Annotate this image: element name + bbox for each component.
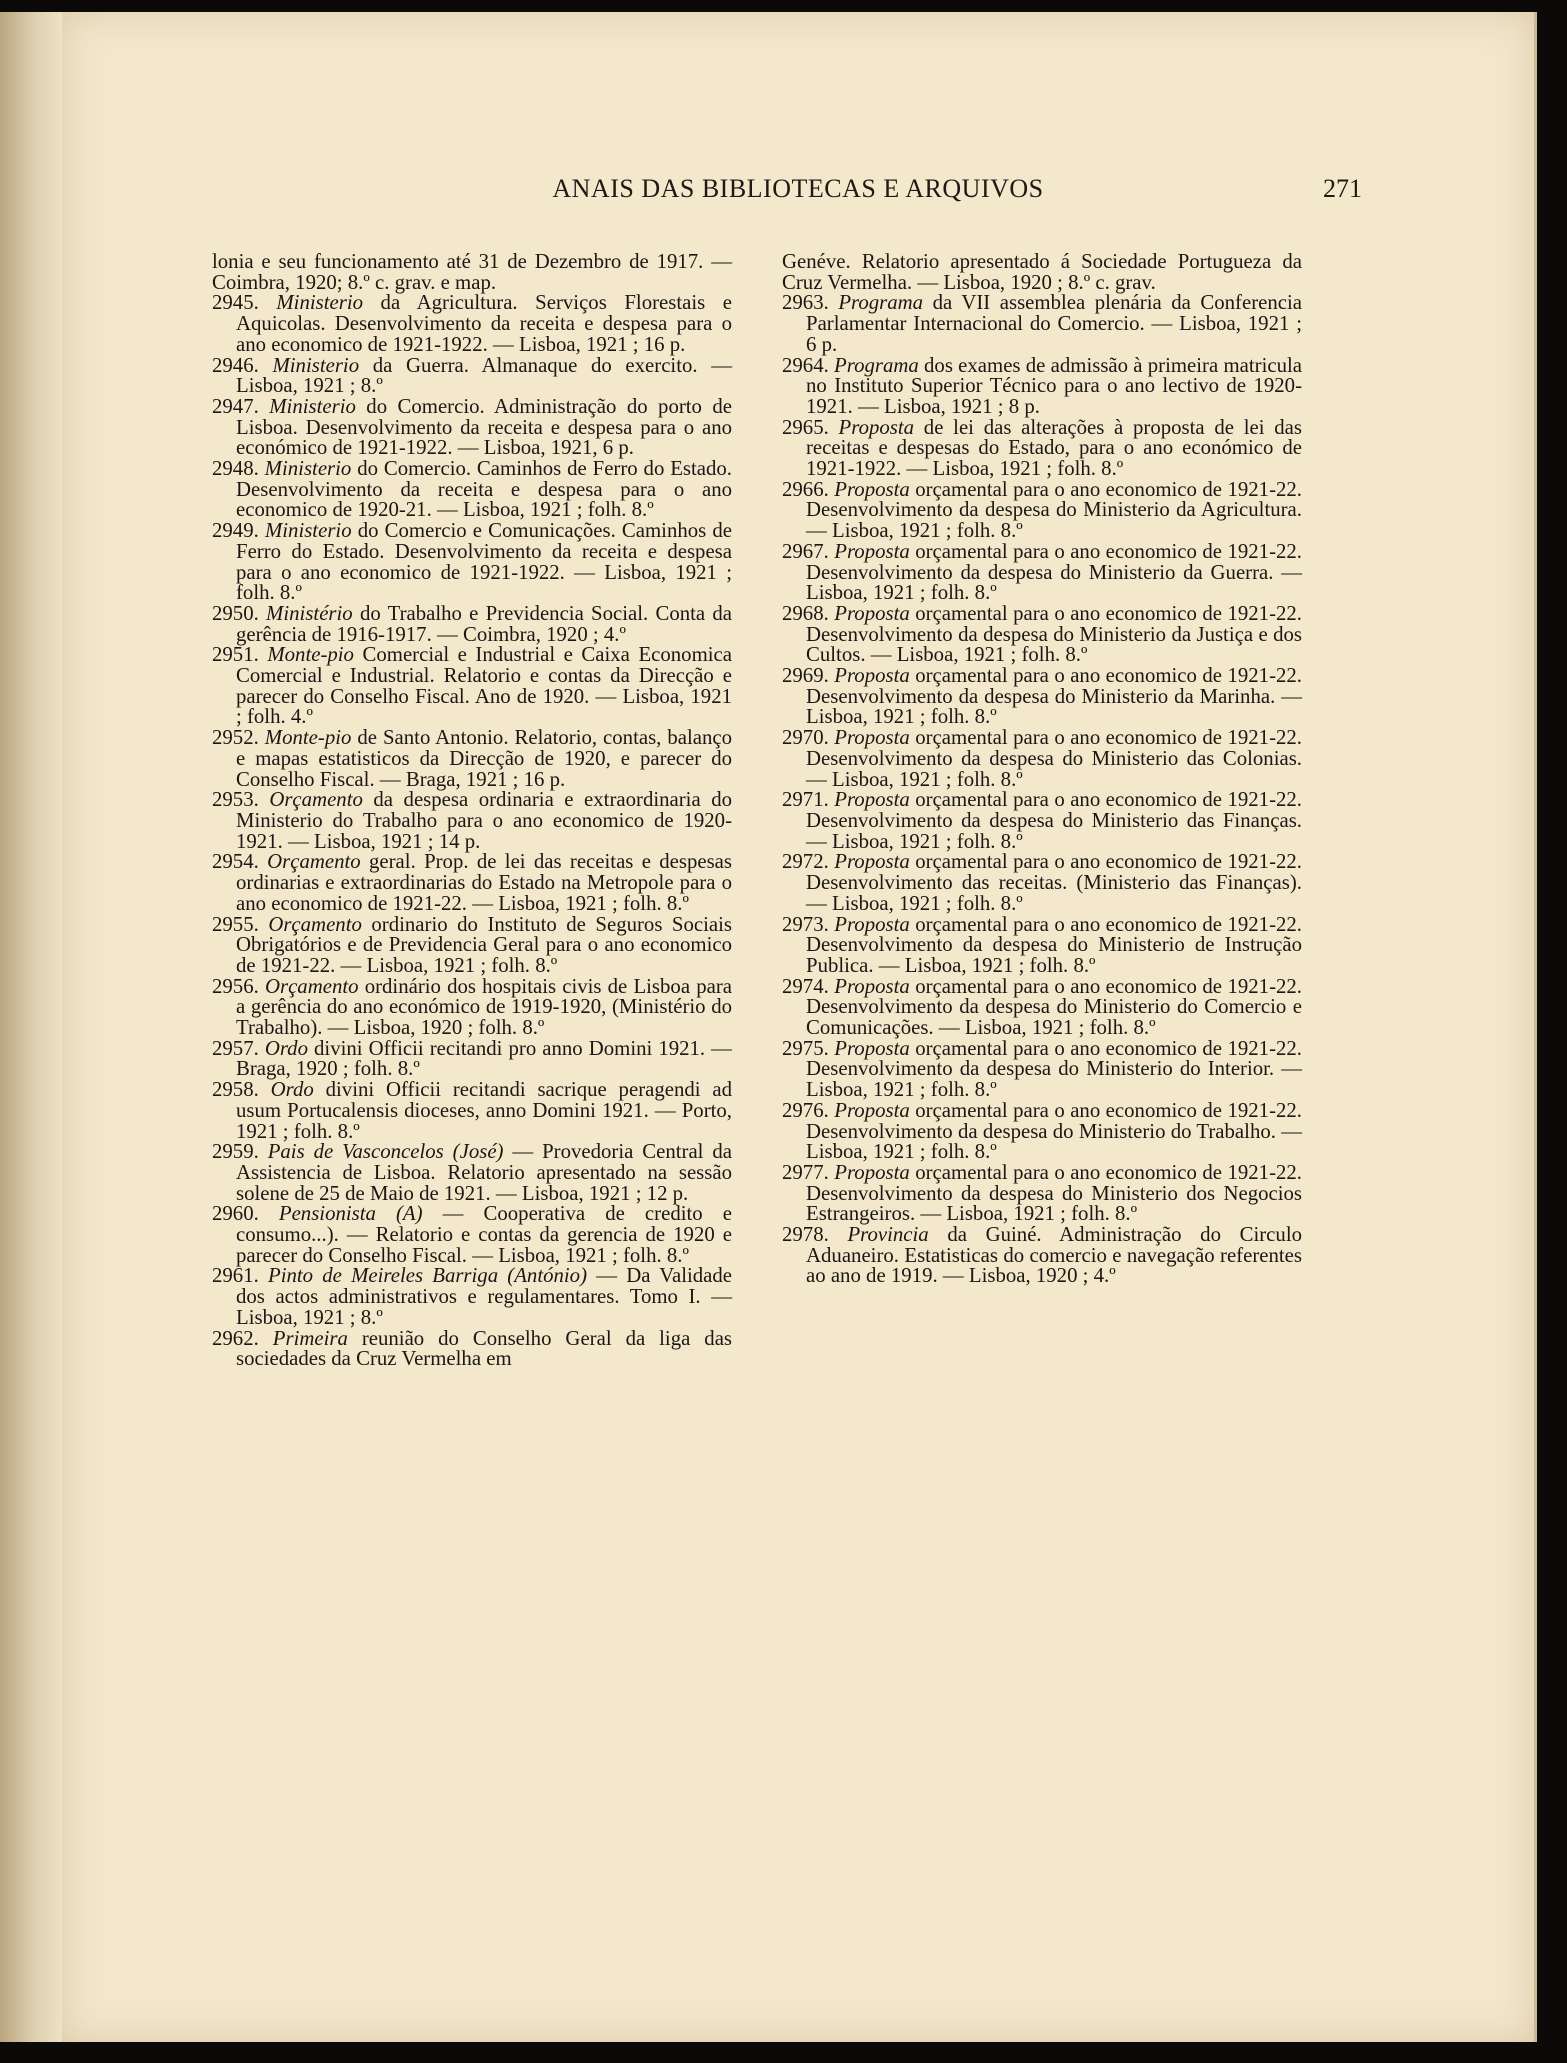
entry-text: orçamental para o ano economico de 1921-22. Desenvolvimento da despesa do Ministerio do Trabalho. — Lisboa, 1921 ; folh. 8.º xyxy=(806,1098,1302,1164)
entry-title: Proposta xyxy=(834,1160,910,1184)
bibliography-entry xyxy=(212,728,732,790)
entry-title: Pensionista (A) xyxy=(278,1202,423,1226)
entry-title: Ministerio xyxy=(276,291,363,315)
bibliography-entry xyxy=(782,601,1302,667)
entry-text: do Comercio e Comunicações. Caminhos de Ferro do Estado. Desenvolvimento da receita e despesa para o ano economico de 1921-1922. — Lisboa, 1921 ; folh. 8.º xyxy=(236,519,733,605)
entry-text: do Comercio. Administração do porto de Lisboa. Desenvolvimento da receita e despesa para o ano económico de 1921-1922. — Lisboa, 1921, 6 p. xyxy=(236,394,732,460)
entry-number: 2970. xyxy=(782,726,829,750)
entry-number: 2945. xyxy=(212,291,259,315)
bibliography-entry xyxy=(782,974,1302,1040)
bibliography-entry xyxy=(782,666,1302,728)
bibliography-entry xyxy=(782,293,1302,355)
entry-number: 2951. xyxy=(212,643,259,667)
entry-number: 2973. xyxy=(782,912,829,936)
bibliography-entry xyxy=(212,601,733,646)
bibliography-entry xyxy=(782,912,1302,977)
entry-text: dos exames de admissão à primeira matricula no Instituto Superior Técnico para o ano lectivo de 1920-1921. — Lisboa, 1921 ; 8 p. xyxy=(806,353,1302,418)
entry-title: Programa xyxy=(834,353,919,377)
entry-title: Ministerio xyxy=(264,519,352,543)
entry-number: 2955. xyxy=(212,912,259,936)
entry-title: Proposta xyxy=(834,974,910,998)
entry-title: Pais de Vasconcelos (José) xyxy=(267,1140,504,1164)
entry-title: Ministerio xyxy=(264,457,352,481)
entry-text: orçamental para o ano economico de 1921-22. Desenvolvimento da despesa do Ministerio da Agricultura. — Lisboa, 1921 ; folh. 8.º xyxy=(806,477,1302,543)
bibliography-entry xyxy=(212,1266,732,1328)
entry-number: 2959. xyxy=(212,1140,259,1164)
entry-title: Proposta xyxy=(834,1036,910,1060)
entry-title: Proposta xyxy=(834,601,910,625)
entry-title: Proposta xyxy=(838,415,915,439)
bibliography-entry xyxy=(212,852,732,914)
bibliography-entry xyxy=(212,1036,732,1081)
entry-title: Ordo xyxy=(270,1078,314,1102)
entry-number: 2977. xyxy=(782,1160,829,1184)
bibliography-entry xyxy=(212,252,732,293)
entry-text: — Cooperativa de credito e consumo...). — Relatorio e contas da gerencia de 1920 e parecer do Conselho Fiscal. — Lisboa, 1921 ; folh. 8.º xyxy=(236,1202,732,1267)
bibliography-entry xyxy=(212,1142,732,1204)
entry-number: 2957. xyxy=(212,1036,259,1060)
bibliography-entry xyxy=(782,1098,1302,1164)
book-page xyxy=(62,12,1537,2042)
entry-title: Orçamento xyxy=(268,912,362,936)
entry-title: Pinto de Meireles Barriga (António) xyxy=(268,1264,587,1288)
entry-text: orçamental para o ano economico de 1921-22. Desenvolvimento das receitas. (Ministerio das Finanças). — Lisboa, 1921 ; folh. 8.º xyxy=(806,850,1302,915)
entry-title: Ordo xyxy=(264,1036,308,1060)
bibliography-entry xyxy=(212,394,732,460)
entry-text: Comercial e Industrial e Caixa Economica Comercial e Industrial. Relatorio e contas da Direcção e parecer do Conselho Fiscal. Ano de 1920. — Lisboa, 1921 ; folh. 4.º xyxy=(236,643,732,729)
entry-title: Orçamento xyxy=(264,974,359,998)
entry-title: Proposta xyxy=(834,788,910,812)
entry-title: Monte-pio xyxy=(264,726,352,750)
bibliography-entry xyxy=(782,1225,1302,1287)
entry-title: Orçamento xyxy=(267,850,361,874)
entry-number: 2958. xyxy=(212,1078,259,1102)
entry-number: 2965. xyxy=(782,415,829,439)
entry-title: Proposta xyxy=(834,477,910,501)
entry-text: orçamental para o ano economico de 1921-22. Desenvolvimento da despesa do Ministerio das Finanças. — Lisboa, 1921 ; folh. 8.º xyxy=(806,788,1302,853)
entry-text: da Guerra. Almanaque do exercito. — Lisboa, 1921 ; 8.º xyxy=(236,353,733,398)
entry-text: ordinário dos hospitais civis de Lisboa para a gerência do ano económico de 1919-1920, (Ministério do Trabalho). — Lisboa, 1920 ; folh. 8.º xyxy=(236,974,732,1040)
bibliography-entry xyxy=(782,790,1302,852)
entry-number: 2956. xyxy=(212,974,259,998)
entry-number: 2967. xyxy=(782,539,829,563)
entry-text: orçamental para o ano economico de 1921-22. Desenvolvimento da despesa do Ministerio do Interior. — Lisboa, 1921 ; folh. 8.º xyxy=(806,1036,1302,1102)
entry-number: 2960. xyxy=(212,1202,259,1226)
entry-number: 2952. xyxy=(212,726,259,750)
entry-text: orçamental para o ano economico de 1921-22. Desenvolvimento da despesa do Ministerio do Comercio e Comunicações. — Lisboa, 1921 ; folh. 8.º xyxy=(806,974,1302,1040)
entry-title: Proposta xyxy=(834,912,910,936)
entry-text: da Agricultura. Serviços Florestais e Aquicolas. Desenvolvimento da receita e despesa para o ano economico de 1921-1922. — Lisboa, 1921 ; 16 p. xyxy=(236,291,732,356)
running-title: ANAIS DAS BIBLIOTECAS E ARQUIVOS xyxy=(552,174,1044,203)
entry-text: orçamental para o ano economico de 1921-22. Desenvolvimento da despesa do Ministerio da Marinha. — Lisboa, 1921 ; folh. 8.º xyxy=(806,664,1302,729)
entry-text: geral. Prop. de lei das receitas e despesas ordinarias e extraordinarias do Estado na Metropole para o ano economico de 1921-22. — Lisboa, 1921 ; folh. 8.º xyxy=(236,850,733,915)
entry-number: 2953. xyxy=(212,788,259,812)
bibliography-entry xyxy=(782,852,1302,914)
entry-text: lonia e seu funcionamento até 31 de Dezembro de 1917. — Coimbra, 1920; 8.º c. grav. e map. xyxy=(212,250,732,294)
bibliography-entry xyxy=(782,728,1302,790)
entry-text: orçamental para o ano economico de 1921-22. Desenvolvimento da despesa do Ministerio dos Negocios Estrangeiros. — Lisboa, 1921 ; folh. 8.º xyxy=(806,1160,1302,1226)
entry-text: de lei das alterações à proposta de lei das receitas e despesas do Estado, para o ano económico de 1921-1922. — Lisboa, 1921 ; folh. 8.º xyxy=(806,415,1302,481)
entry-title: Monte-pio xyxy=(267,643,354,667)
entry-number: 2946. xyxy=(212,353,259,377)
entry-title: Ministério xyxy=(266,601,353,625)
entry-title: Provincia xyxy=(847,1223,929,1247)
bibliography-entry xyxy=(782,477,1302,543)
page-number: 271 xyxy=(1323,174,1362,203)
entry-number: 2969. xyxy=(782,664,829,688)
entry-text: do Trabalho e Previdencia Social. Conta da gerência de 1916-1917. — Coimbra, 1920 ; 4.º xyxy=(236,601,733,646)
right-column xyxy=(782,252,1302,1287)
entry-text: orçamental para o ano economico de 1921-22. Desenvolvimento da despesa do Ministerio da Justiça e dos Cultos. — Lisboa, 1921 ; folh. 8.º xyxy=(806,601,1302,667)
entry-text: orçamental para o ano economico de 1921-22. Desenvolvimento da despesa do Ministerio das Colonias. — Lisboa, 1921 ; folh. 8.º xyxy=(806,726,1302,791)
entry-number: 2968. xyxy=(782,601,829,625)
entry-title: Proposta xyxy=(834,664,910,688)
entry-number: 2976. xyxy=(782,1098,829,1122)
bibliography-entry xyxy=(782,539,1302,605)
bibliography-entry xyxy=(782,353,1302,418)
entry-number: 2975. xyxy=(782,1036,829,1060)
entry-text: Genéve. Relatorio apresentado á Sociedade Portugueza da Cruz Vermelha. — Lisboa, 1920 ; 8.º c. grav. xyxy=(782,250,1302,294)
left-column xyxy=(212,252,732,1370)
entry-number: 2948. xyxy=(212,457,259,481)
entry-text: reunião do Conselho Geral da liga das sociedades da Cruz Vermelha em xyxy=(236,1326,733,1371)
entry-number: 2971. xyxy=(782,788,829,812)
bibliography-entry xyxy=(212,790,732,852)
bibliography-entry xyxy=(212,521,732,604)
bibliography-entry xyxy=(782,415,1302,481)
entry-number: 2954. xyxy=(212,850,259,874)
entry-text: ordinario do Instituto de Seguros Sociais Obrigatórios e de Previdencia Geral para o ano economico de 1921-22. — Lisboa, 1921 ; folh. 8.º xyxy=(236,912,733,977)
entry-number: 2978. xyxy=(782,1223,829,1247)
book-spine xyxy=(0,12,62,2042)
entry-title: Ministerio xyxy=(272,353,360,377)
bibliography-entry xyxy=(212,459,732,521)
entry-number: 2950. xyxy=(212,601,259,625)
entry-text: — Da Validade dos actos administrativos e regulamentares. Tomo I. — Lisboa, 1921 ; 8.º xyxy=(236,1264,733,1329)
entry-number: 2961. xyxy=(212,1264,259,1288)
entry-text: orçamental para o ano economico de 1921-22. Desenvolvimento da despesa do Ministerio de Instrução Publica. — Lisboa, 1921 ; folh. 8.º xyxy=(806,912,1302,977)
bibliography-entry xyxy=(212,353,733,398)
bibliography-entry xyxy=(212,1204,732,1266)
entry-number: 2963. xyxy=(782,291,829,315)
entry-title: Ministerio xyxy=(269,394,356,418)
bibliography-entry xyxy=(212,912,733,977)
bibliography-entry xyxy=(212,645,732,728)
entry-text: da Guiné. Administração do Circulo Aduaneiro. Estatisticas do comercio e navegação referentes ao ano de 1919. — Lisboa, 1920 ; 4.º xyxy=(806,1223,1302,1288)
entry-title: Proposta xyxy=(834,850,910,874)
entry-number: 2966. xyxy=(782,477,829,501)
entry-title: Proposta xyxy=(834,1098,910,1122)
entry-text: orçamental para o ano economico de 1921-22. Desenvolvimento da despesa do Ministerio da Guerra. — Lisboa, 1921 ; folh. 8.º xyxy=(806,539,1302,605)
entry-text: de Santo Antonio. Relatorio, contas, balanço e mapas estatisticos da Direcção de 1920, e parecer do Conselho Fiscal. — Braga, 1921 ; 16 p. xyxy=(236,726,732,791)
entry-text: da despesa ordinaria e extraordinaria do Ministerio do Trabalho para o ano economico de 1920-1921. — Lisboa, 1921 ; 14 p. xyxy=(236,788,732,853)
entry-text: divini Officii recitandi sacrique peragendi ad usum Portucalensis dioceses, anno Domini 1921. — Porto, 1921 ; folh. 8.º xyxy=(236,1078,733,1143)
entry-title: Primeira xyxy=(272,1326,348,1350)
bibliography-entry xyxy=(782,1160,1302,1226)
bibliography-entry xyxy=(782,252,1302,293)
entry-text: do Comercio. Caminhos de Ferro do Estado. Desenvolvimento da receita e despesa para o ano economico de 1920-21. — Lisboa, 1921 ; folh. 8.º xyxy=(236,457,733,522)
entry-text: — Provedoria Central da Assistencia de Lisboa. Relatorio apresentado na sessão solene de 25 de Maio de 1921. — Lisboa, 1921 ; 12 p. xyxy=(236,1140,732,1205)
entry-title: Programa xyxy=(838,291,924,315)
bibliography-entry xyxy=(212,1326,733,1371)
entry-title: Proposta xyxy=(834,726,910,750)
bibliography-entry xyxy=(212,293,732,355)
entry-number: 2949. xyxy=(212,519,259,543)
entry-number: 2974. xyxy=(782,974,829,998)
entry-number: 2947. xyxy=(212,394,259,418)
entry-text: divini Officii recitandi pro anno Domini 1921. — Braga, 1920 ; folh. 8.º xyxy=(236,1036,732,1081)
entry-number: 2972. xyxy=(782,850,829,874)
bibliography-entry xyxy=(212,974,732,1040)
bibliography-entry xyxy=(212,1080,732,1142)
bibliography-entry xyxy=(782,1036,1302,1102)
entry-text: da VII assemblea plenária da Conferencia Parlamentar Internacional do Comercio. — Lisboa, 1921 ; 6 p. xyxy=(806,291,1303,356)
entry-number: 2962. xyxy=(212,1326,259,1350)
entry-number: 2964. xyxy=(782,353,829,377)
entry-title: Orçamento xyxy=(269,788,363,812)
entry-title: Proposta xyxy=(834,539,910,563)
